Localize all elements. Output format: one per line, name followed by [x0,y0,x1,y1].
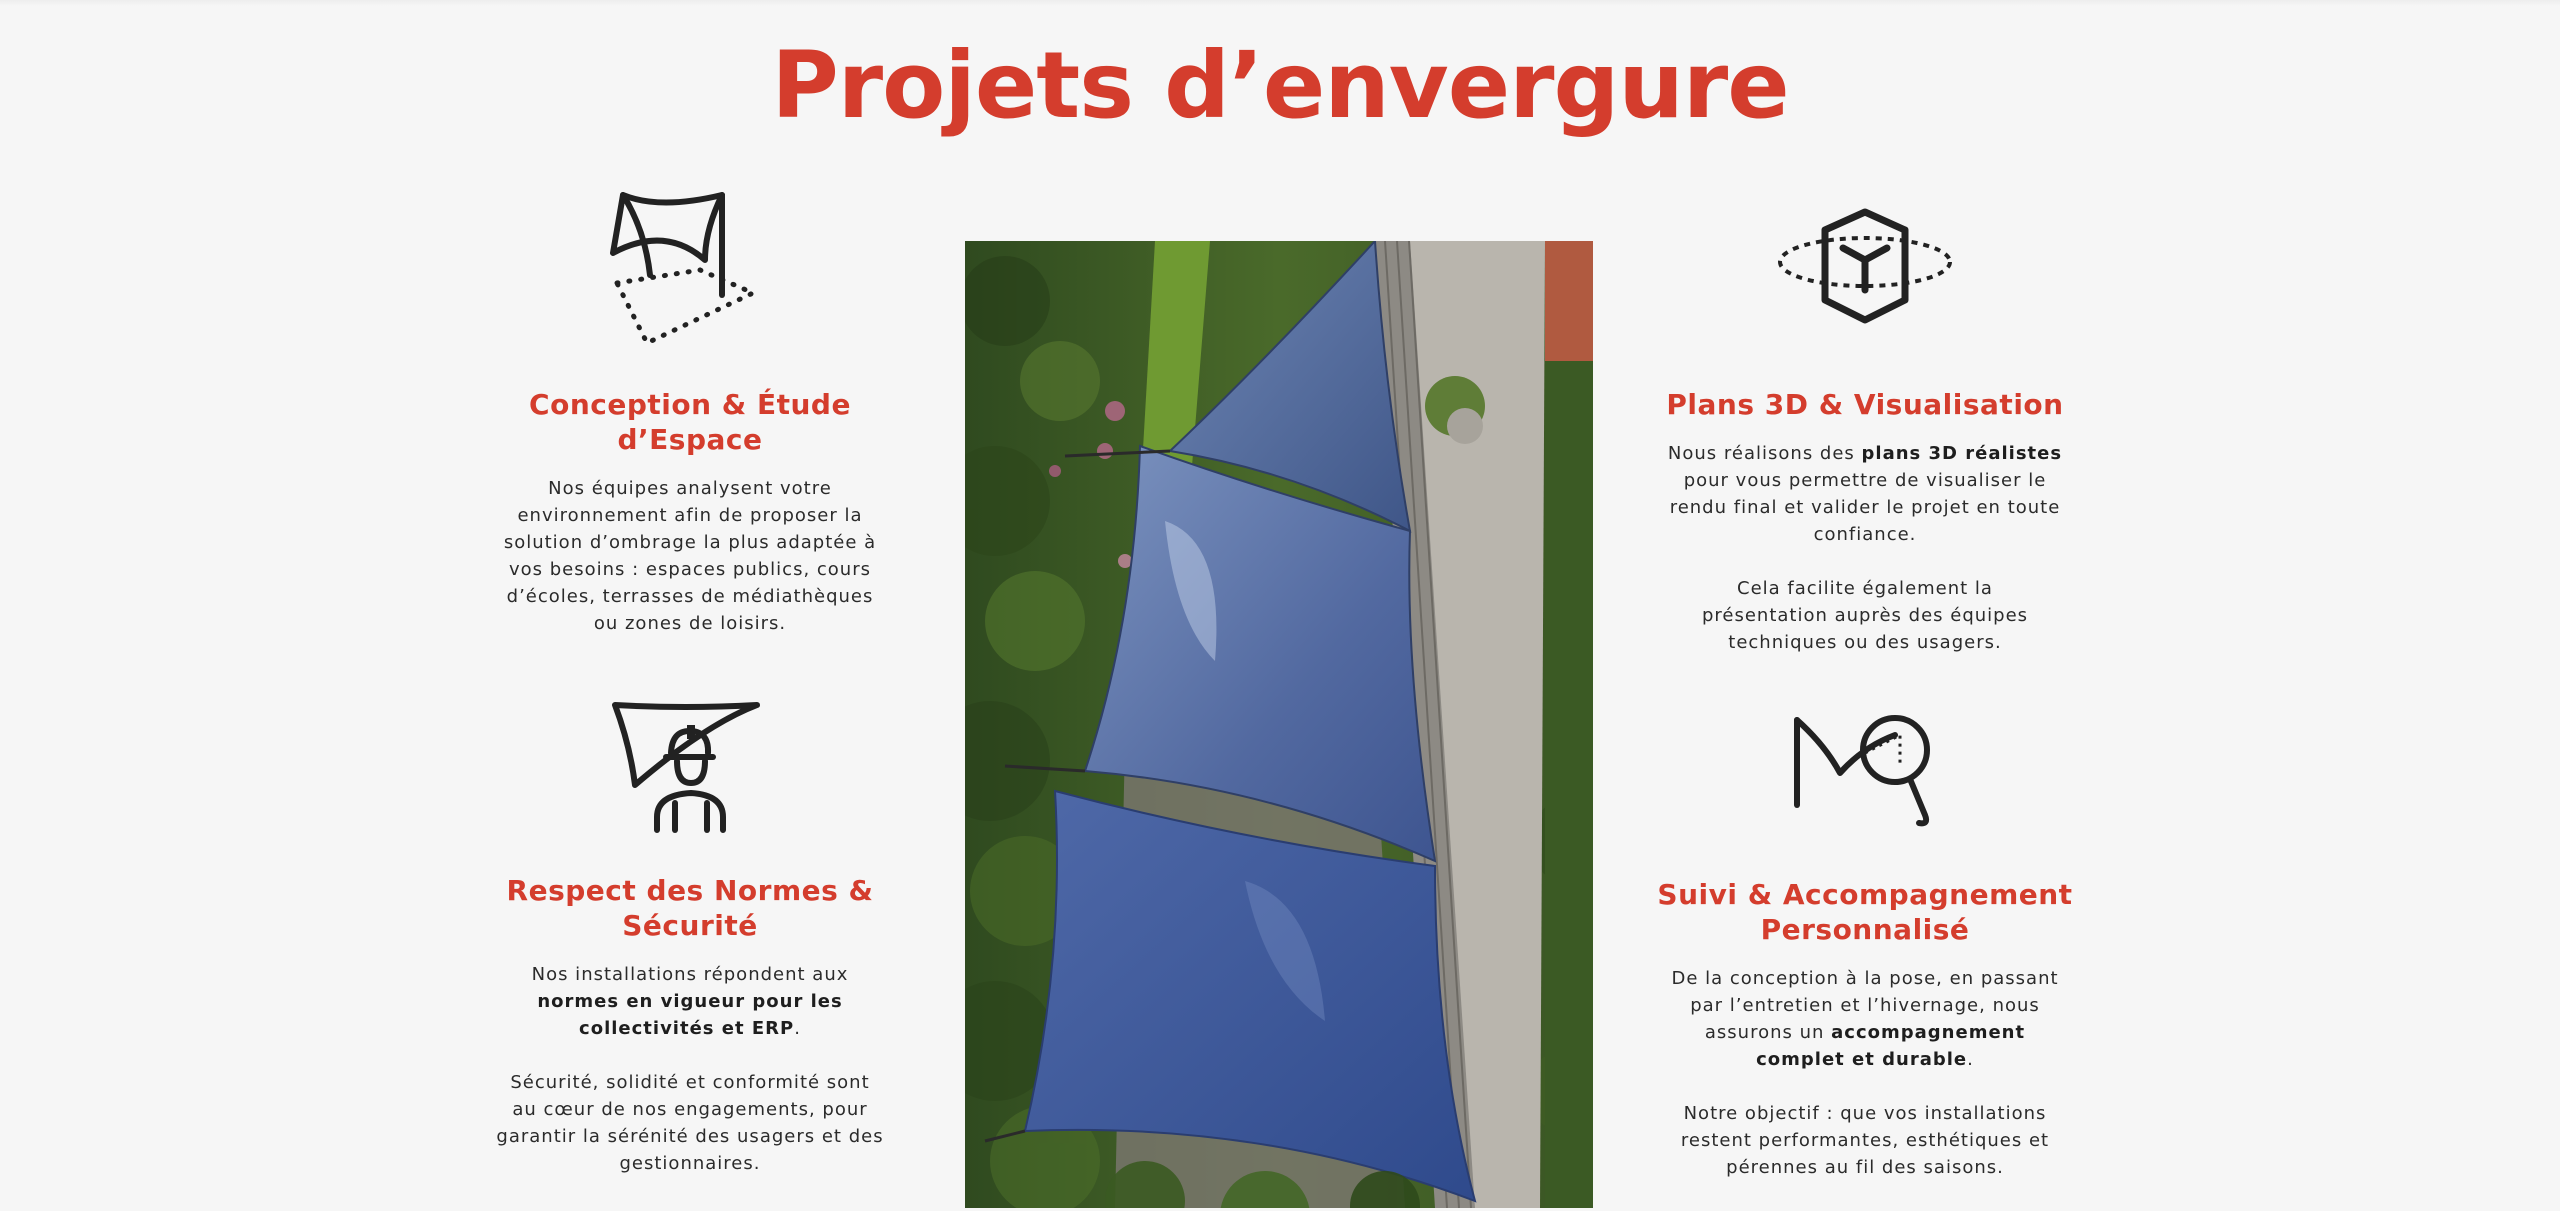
feature-description [490,475,890,637]
title-line: Personnalisé [1760,913,1970,946]
text-line: Nos installations répondent aux [531,964,849,985]
text-line: Cela facilite également la [1737,578,1993,599]
text-line: Nous réalisons des [1667,443,1862,464]
paragraph [1665,575,2065,656]
text-line: au cœur de nos engagements, pour [512,1099,868,1120]
shade-sail-photo-illustration [965,241,1593,1208]
sail-magnifier-icon [1785,705,1945,835]
paragraph [490,961,890,1042]
paragraph [1665,965,2065,1073]
title-line: Plans 3D & Visualisation [1666,388,2064,421]
text-line: confiance. [1813,524,1917,545]
text-line: De la conception à la pose, en passant [1671,968,2059,989]
text-line: gestionnaires. [619,1153,761,1174]
text-bold: collectivités et ERP [579,1018,795,1039]
text-line: d’écoles, terrasses de médiathèques [506,586,874,607]
text-line: ou zones de loisirs. [593,613,787,634]
text-line: pour vous permettre de visualiser le [1683,470,2047,491]
shade-sail-aerial-photo [965,241,1593,1208]
paragraph [1665,440,2065,548]
feature-description [490,961,890,1177]
worker-under-sail-icon [605,695,775,835]
text-line: solution d’ombrage la plus adaptée à [503,532,877,553]
feature-title [1655,387,2075,422]
text-line: environnement afin de proposer la [517,505,863,526]
text-line: vos besoins : espaces publics, cours [508,559,871,580]
title-line: Conception & Étude [529,388,851,421]
text-line: garantir la sérénité des usagers et des [496,1126,884,1147]
paragraph [1665,1100,2065,1181]
text-line: Sécurité, solidité et conformité sont [510,1072,870,1093]
shade-sail-plan-icon [605,185,775,355]
text-line: assurons un [1704,1022,1832,1043]
feature-description [1665,965,2065,1181]
text-bold: accompagnement [1831,1022,2026,1043]
title-line: Sécurité [622,909,758,942]
text-bold: complet et durable [1756,1049,1968,1070]
text-line: pérennes au fil des saisons. [1726,1157,2004,1178]
feature-title [480,873,900,943]
text-end: . [794,1018,801,1039]
text-line: Nos équipes analysent votre [548,478,832,499]
title-line: d’Espace [617,423,763,456]
text-end: . [1967,1049,1974,1070]
page-title: Projets d’envergure [771,32,1789,139]
feature-description [1665,440,2065,656]
text-line: Notre objectif : que vos installations [1683,1103,2047,1124]
text-line: par l’entretien et l’hivernage, nous [1690,995,2040,1016]
paragraph [490,475,890,637]
text-line: présentation auprès des équipes [1701,605,2029,626]
text-bold: normes en vigueur pour les [537,991,843,1012]
title-line: Suivi & Accompagnement [1657,878,2073,911]
text-line: techniques ou des usagers. [1728,632,2002,653]
3d-cube-icon [1765,200,1965,340]
paragraph [490,1069,890,1177]
feature-title [1655,877,2075,947]
text-line: rendu final et valider le projet en toute [1669,497,2061,518]
text-line: restent performantes, esthétiques et [1680,1130,2050,1151]
title-line: Respect des Normes & [506,874,874,907]
feature-title [480,387,900,457]
text-bold: plans 3D réalistes [1861,443,2063,464]
